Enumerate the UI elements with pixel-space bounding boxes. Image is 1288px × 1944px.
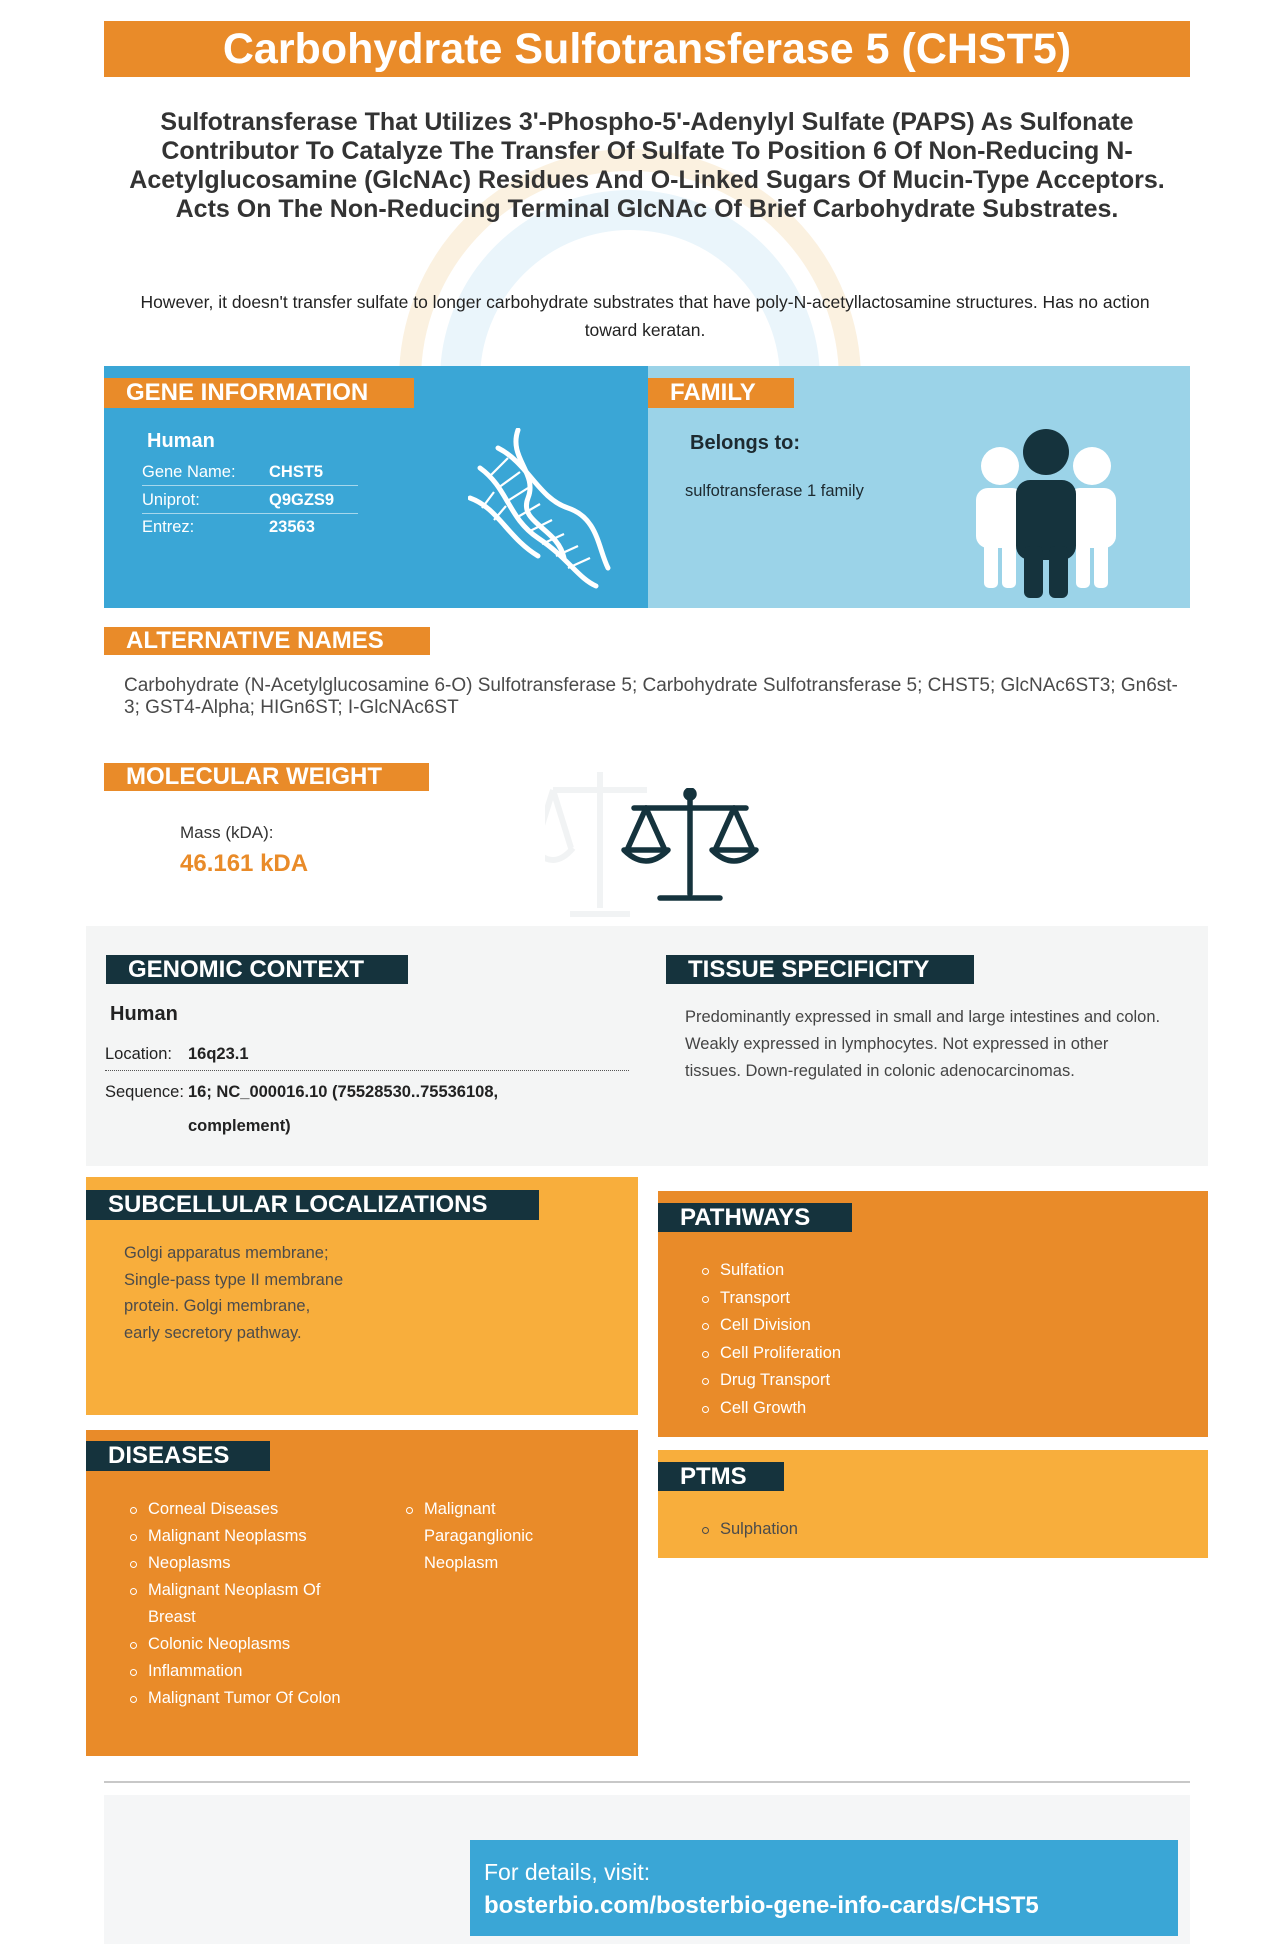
mass-value: 46.161 kDA (180, 850, 309, 877)
location-label: Location: (105, 1045, 172, 1063)
footer-divider (104, 1781, 1190, 1783)
entrez-label: Entrez: (142, 518, 195, 536)
sequence-value: 16; NC_000016.10 (75528530..75536108, complement) (188, 1083, 499, 1135)
genomic-species: Human (110, 1003, 178, 1025)
entrez-row (142, 514, 358, 541)
pathways-heading: PATHWAYS (658, 1203, 852, 1232)
tissue-specificity-text: Predominantly expressed in small and large intestines and colon. Weakly expressed in lymphocytes. Not expressed in other tissues. Down-regulated in colonic adenocarcinomas. (685, 1008, 1161, 1080)
list-item: Malignant Neoplasms (128, 1523, 348, 1550)
list-item: Inflammation (128, 1658, 348, 1685)
protein-description: However, it doesn't transfer sulfate to longer carbohydrate substrates that have poly-N-acetyllactosamine structures. Has no action toward keratan. (140, 292, 1150, 340)
list-item: Malignant Neoplasm Of Breast (128, 1577, 348, 1631)
alternative-names-heading: ALTERNATIVE NAMES (104, 627, 430, 655)
family-heading: FAMILY (648, 378, 794, 408)
entrez-value: 23563 (269, 518, 315, 536)
details-label: For details, visit: (484, 1859, 651, 1885)
list-item: Sulphation (700, 1516, 798, 1543)
dna-icon (468, 428, 612, 590)
uniprot-row (142, 487, 358, 514)
alternative-names-text: Carbohydrate (N-Acetylglucosamine 6-O) Sulfotransferase 5; Carbohydrate Sulfotransferase 5; CHST5; GlcNAc6ST3; Gn6st-3; GST4-Alpha; HIGn6ST; I-GlcNAc6ST (124, 675, 1178, 718)
page-title: Carbohydrate Sulfotransferase 5 (CHST5) (104, 21, 1190, 77)
pathways-list (700, 1257, 841, 1422)
list-item: Cell Growth (700, 1395, 841, 1423)
list-item: Drug Transport (700, 1367, 841, 1395)
genomic-context-heading: GENOMIC CONTEXT (106, 955, 408, 984)
location-value: 16q23.1 (188, 1045, 249, 1063)
list-item: Transport (700, 1285, 841, 1313)
diseases-heading: DISEASES (86, 1441, 270, 1471)
diseases-list-2 (404, 1496, 544, 1577)
list-item: Malignant Tumor Of Colon (128, 1685, 348, 1712)
ptms-list (700, 1516, 798, 1543)
list-item: Colonic Neoplasms (128, 1631, 348, 1658)
gene-information-heading: GENE INFORMATION (104, 378, 414, 408)
gene-species: Human (147, 430, 215, 452)
subcellular-text: Golgi apparatus membrane; Single-pass type II membrane protein. Golgi membrane, early secretory pathway. (124, 1244, 344, 1342)
gene-name-row (142, 459, 358, 486)
tissue-specificity-heading: TISSUE SPECIFICITY (666, 955, 974, 984)
list-item: Corneal Diseases (128, 1496, 348, 1523)
location-row (105, 1041, 629, 1071)
list-item: Sulfation (700, 1257, 841, 1285)
balance-scale-icon (620, 788, 760, 906)
subcellular-heading: SUBCELLULAR LOCALIZATIONS (86, 1190, 539, 1220)
family-label: Belongs to: (690, 432, 800, 454)
details-link[interactable]: bosterbio.com/bosterbio-gene-info-cards/CHST5 (484, 1892, 1039, 1919)
list-item: Cell Proliferation (700, 1340, 841, 1368)
list-item: Cell Division (700, 1312, 841, 1340)
gene-name-value: CHST5 (269, 463, 324, 481)
gene-name-label: Gene Name: (142, 463, 236, 481)
sequence-label: Sequence: (105, 1083, 184, 1101)
list-item: Neoplasms (128, 1550, 348, 1577)
list-item: Malignant Paraganglionic Neoplasm (404, 1496, 544, 1577)
ptms-heading: PTMS (658, 1462, 784, 1491)
molecular-weight-heading: MOLECULAR WEIGHT (104, 763, 429, 791)
people-icon (970, 428, 1122, 598)
protein-summary: Sulfotransferase That Utilizes 3'-Phospho-5'-Adenylyl Sulfate (PAPS) As Sulfonate Contributor To Catalyze The Transfer Of Sulfate To Position 6 Of Non-Reducing N-Acetylglucosamine (GlcNAc) Residues And O-Linked Sugars Of Mucin-Type Acceptors. Acts On The Non-Reducing Terminal GlcNAc Of Brief Carbohydrate Substrates. (129, 108, 1165, 223)
mass-label: Mass (kDA): (180, 823, 274, 842)
details-link-box[interactable] (470, 1840, 1178, 1936)
diseases-list (128, 1496, 348, 1712)
uniprot-value: Q9GZS9 (269, 491, 335, 509)
uniprot-label: Uniprot: (142, 491, 200, 509)
family-value: sulfotransferase 1 family (685, 482, 864, 500)
